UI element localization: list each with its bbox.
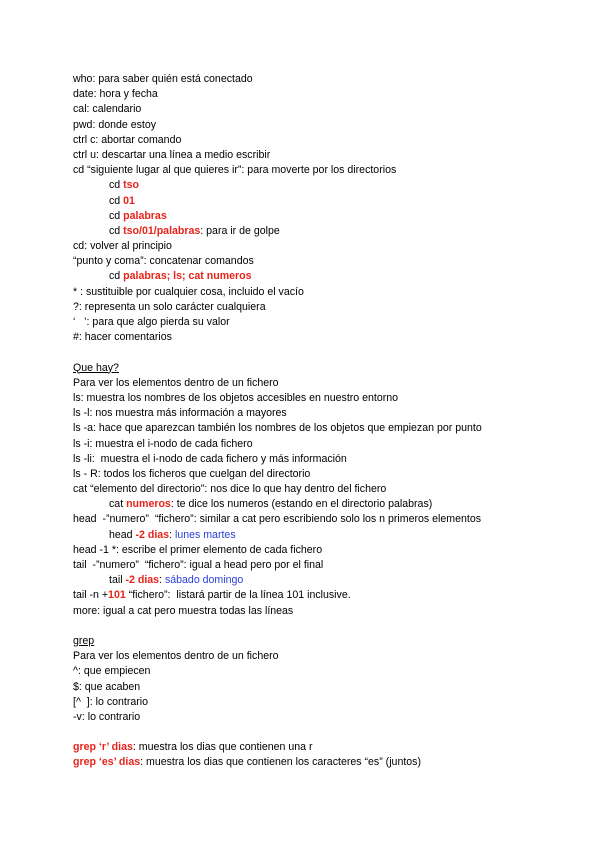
plain-text: : hora y fecha (93, 88, 158, 101)
plain-text: : volver al principio (84, 240, 172, 253)
emphasis-text: “fichero”: (125, 589, 171, 602)
emphasis-text: palabras; ls; cat numeros (123, 270, 252, 283)
text-line (73, 239, 593, 254)
plain-text: : para ir de golpe (200, 224, 280, 237)
emphasis-text: cal (73, 103, 87, 116)
text-line (73, 269, 593, 284)
emphasis-text: cd (73, 240, 85, 253)
emphasis-text: head -”numero” “fichero” (73, 513, 194, 526)
plain-text: : escribe el primer elemento de cada fichero (116, 543, 323, 556)
plain-text: sustituible por cualquier cosa, incluido el vacío (83, 285, 304, 298)
blank-line (73, 725, 593, 740)
plain-text: : concatenar comandos (143, 255, 254, 268)
text-line (73, 300, 593, 315)
emphasis-text: * : (73, 285, 84, 298)
emphasis-text: cd (109, 194, 124, 207)
text-line (73, 604, 593, 619)
plain-text: que acaben (81, 680, 141, 693)
grep-examples-section (73, 740, 593, 770)
emphasis-text: “punto y coma” (73, 255, 144, 268)
text-line (73, 437, 593, 452)
plain-text: : descartar una línea a medio escribir (95, 148, 271, 161)
commands-basic-section (73, 72, 593, 345)
emphasis-text: numeros (126, 498, 171, 511)
text-line (73, 163, 593, 178)
plain-text: Para ver los elementos dentro de un fichero (73, 376, 279, 389)
text-line (73, 330, 593, 345)
emphasis-text: cd (109, 209, 124, 222)
text-line (73, 452, 593, 467)
emphasis-text: head -1 * (73, 543, 116, 556)
plain-text: -n + (86, 589, 109, 602)
text-line (73, 543, 593, 558)
text-line (73, 102, 593, 117)
plain-text: : te dice los numeros (estando en el directorio palabras) (170, 498, 433, 511)
text-line (73, 755, 593, 770)
emphasis-text: cd (109, 270, 124, 283)
blank-line (73, 345, 593, 360)
plain-text: : para moverte por los directorios (241, 164, 397, 177)
plain-text: : representa un solo carácter cualquiera (78, 300, 266, 313)
plain-text: : nos muestra más información a mayores (89, 407, 287, 420)
plain-text: lo contrario (84, 710, 141, 723)
emphasis-text: cd (109, 179, 124, 192)
emphasis-text: more (73, 604, 98, 617)
text-line (73, 528, 593, 543)
emphasis-text: ls -i: (73, 437, 93, 450)
emphasis-text: ls -li: (73, 452, 95, 465)
text-line (73, 391, 593, 406)
emphasis-text: ls -a (73, 422, 94, 435)
text-line (73, 224, 593, 239)
emphasis-text: grep ‘r’ dias (73, 741, 133, 754)
emphasis-text: cat (109, 498, 127, 511)
plain-text: : muestra los dias que contienen una r (132, 741, 313, 754)
text-line (73, 194, 593, 209)
emphasis-text: 01 (123, 194, 135, 207)
emphasis-text: ls (73, 391, 81, 404)
plain-text: : hacer comentarios (78, 331, 172, 344)
grep-heading: grep (73, 634, 95, 647)
emphasis-text: tail (109, 574, 126, 587)
plain-text: : calendario (86, 103, 142, 116)
emphasis-text: pwd (73, 118, 93, 131)
text-line (73, 315, 593, 330)
text-line (73, 588, 593, 603)
text-line (73, 376, 593, 391)
text-line (73, 209, 593, 224)
emphasis-text: grep ‘es’ dias (73, 756, 141, 769)
emphasis-text: -2 dias (125, 574, 160, 587)
emphasis-text: ? (73, 300, 79, 313)
emphasis-text: ‘ ’ (73, 316, 87, 328)
text-line (73, 695, 593, 710)
plain-text: : abortar comando (95, 133, 182, 146)
emphasis-text: 101 (108, 589, 126, 602)
emphasis-text: cd (109, 224, 124, 237)
text-line (73, 710, 593, 725)
text-line (73, 118, 593, 133)
emphasis-text: head (109, 528, 136, 541)
plain-text: : para que algo pierda su valor (86, 316, 230, 328)
emphasis-text: palabras (123, 209, 167, 222)
plain-text: : donde estoy (92, 118, 157, 131)
emphasis-text: ctrl c (73, 133, 96, 146)
text-line (73, 254, 593, 269)
plain-text: : lo contrario (89, 695, 149, 708)
text-line (73, 72, 593, 87)
text-line (73, 573, 593, 588)
document-body (73, 72, 593, 771)
text-line (73, 406, 593, 421)
text-line (73, 87, 593, 102)
plain-text: listará partir de la línea 101 inclusive. (170, 589, 351, 602)
emphasis-text: cd “siguiente lugar al que quieres ir” (73, 164, 242, 177)
plain-text: que empiecen (80, 665, 151, 678)
text-line (73, 664, 593, 679)
emphasis-text: who (73, 73, 93, 85)
text-line (73, 512, 593, 527)
grep-section (73, 649, 593, 725)
emphasis-text: -v: (73, 710, 85, 723)
emphasis-text: : (159, 574, 165, 587)
emphasis-text: ^: (73, 665, 81, 678)
text-line (73, 482, 593, 497)
emphasis-text: : (169, 528, 175, 541)
que-hay-section (73, 376, 593, 619)
emphasis-text: # (73, 331, 79, 344)
emphasis-text: ls -l (73, 407, 90, 420)
emphasis-text: $: (73, 680, 82, 693)
plain-text: : muestra los nombres de los objetos accesibles en nuestro entorno (80, 391, 399, 404)
text-line (73, 285, 593, 300)
plain-text: muestra el i-nodo de cada fichero (92, 437, 253, 450)
plain-text: muestra el i-nodo de cada fichero y más información (94, 452, 347, 465)
plain-text: : similar a cat pero escribiendo solo los n primeros elementos (193, 513, 482, 526)
emphasis-text: cat “elemento del directorio” (73, 483, 205, 496)
text-line (73, 148, 593, 163)
plain-text: : hace que aparezcan también los nombres de los objetos que empiezan por punto (93, 422, 482, 435)
text-line (73, 558, 593, 573)
emphasis-text: sábado domingo (164, 574, 244, 587)
plain-text: : igual a cat pero muestra todas las líneas (97, 604, 294, 617)
text-line (73, 178, 593, 193)
text-line (73, 680, 593, 695)
text-line (73, 133, 593, 148)
plain-text: Para ver los elementos dentro de un fichero (73, 650, 279, 663)
emphasis-text: tail -”numero” “fichero” (73, 559, 184, 571)
text-line (73, 421, 593, 436)
plain-text: : nos dice lo que hay dentro del fichero (204, 483, 387, 496)
text-line (73, 649, 593, 664)
emphasis-text: [^ ] (73, 695, 90, 708)
plain-text: : para saber quién está conectado (92, 73, 253, 85)
emphasis-text: tso (123, 179, 140, 192)
plain-text: : muestra los dias que contienen los caracteres “es” (juntos) (140, 756, 422, 769)
text-line (73, 467, 593, 482)
plain-text: todos los ficheros que cuelgan del directorio (100, 467, 311, 480)
text-line (73, 497, 593, 512)
emphasis-text: ctrl u (73, 148, 96, 161)
emphasis-text: lunes martes (174, 528, 236, 541)
plain-text: : igual a head pero por el final (183, 559, 324, 571)
emphasis-text: date (73, 88, 94, 101)
emphasis-text: tso/01/palabras (123, 224, 201, 237)
emphasis-text: tail (73, 589, 87, 602)
que-hay-heading: Que hay? (73, 361, 119, 374)
emphasis-text: ls - R: (73, 467, 101, 480)
emphasis-text: -2 dias (135, 528, 170, 541)
text-line (73, 740, 593, 755)
blank-line (73, 619, 593, 634)
